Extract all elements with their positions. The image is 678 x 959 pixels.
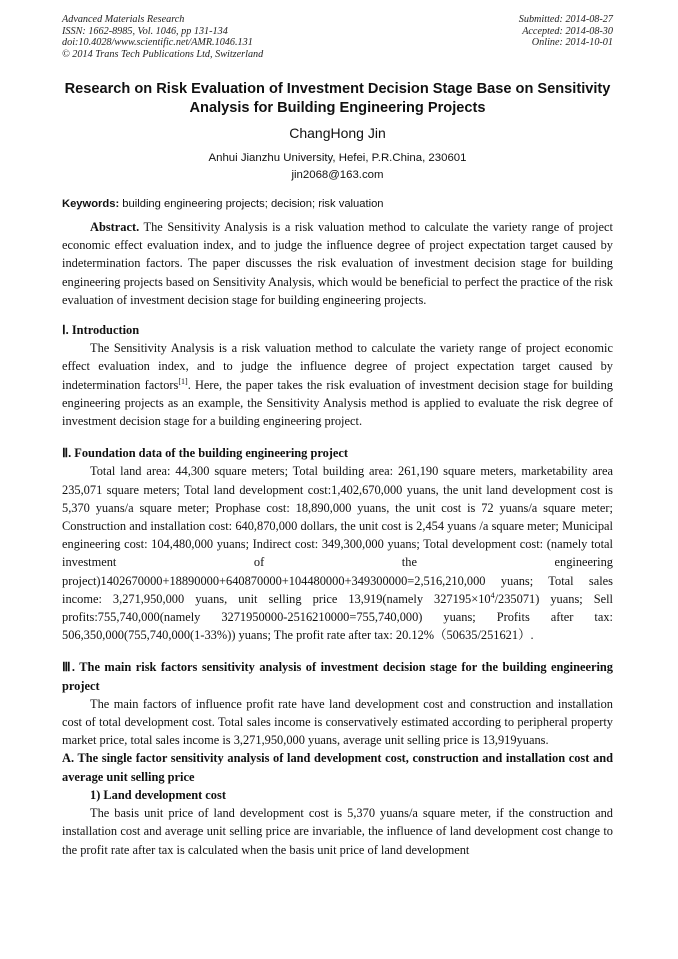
exponent: 4 [490, 590, 495, 600]
author-name: ChangHong Jin [289, 125, 386, 141]
accepted-date: Accepted: 2014-08-30 [522, 25, 613, 37]
main-risk-paragraph: The main factors of influence profit rate have land development cost and construction and installation cost of total development cost. Total sales income is conservatively estimated according to peripheral property market price, total sales income is 3,271,950,000 yuans, average unit selling price is 13,919yuans. [62, 696, 613, 748]
issn-line: ISSN: 1662-8985, Vol. 1046, pp 131-134 [62, 25, 228, 37]
foundation-text-part1: Total land area: 44,300 square meters; Total building area: 261,190 square meters, marketability area 235,071 square meters; Total land development cost:1,402,670,000 yuans, the unit land development cost is 5,370 yuans/a square meter; Prophase cost: 18,890,000 yuans, the unit cost is 72 yuans/a square meter; Construction and installation cost: 640,870,000 dollars, the unit cost is 2,454 yuans /a square meter; Municipal engineering cost: 104,480,000 yuans; Indirect cost: 349,300,000 yuans; Total development cost: (namely total investment of the engineering project)1402670000+18890000+640870000+104480000+349300000=2,516,210,000 yuans; Total sales income: 3,271,950,000 yuans, unit selling price 13,919(namely 327195×10 [62, 464, 613, 606]
land-cost-paragraph: The basis unit price of land development cost is 5,370 yuans/a square meter, if the construction and installation cost and average unit selling price are invariable, the influence of land development cost change to the profit rate after tax is calculated when the basis unit price of land development [62, 806, 613, 857]
copyright-line: © 2014 Trans Tech Publications Ltd, Switzerland [62, 48, 264, 60]
section-heading-foundation: Ⅱ. Foundation data of the building engineering project [62, 446, 349, 461]
keywords [62, 198, 613, 210]
paper-page [62, 14, 613, 859]
section-heading-main-risk: Ⅲ. The main risk factors sensitivity analysis of investment decision stage for the building engineering project [62, 660, 613, 693]
keywords-label: Keywords: [62, 198, 120, 210]
foundation-text-part2: /235071) yuans; Sell profits:755,740,000(namely 3271950000-2516210000=755,740,000) yuans; Profits after tax: 506,350,000(755,740,000(1-33%)) yuans; The profit rate after tax: 20.12%（50635/251621）. [62, 591, 613, 643]
abstract [62, 218, 613, 309]
submitted-date: Submitted: 2014-08-27 [518, 14, 613, 25]
abstract-text: The Sensitivity Analysis is a risk valuation method to calculate the variety range of project economic effect evaluation index, and to judge the influence degree of project expectation target caused by indetermination factors. The paper discusses the risk evaluation of investment decision stage for building engineering projects based on Sensitivity Analysis, which would be beneficial to perfect the practice of the risk evaluation of investment decision stage for building engineering projects. [62, 220, 613, 307]
abstract-label: Abstract. [90, 220, 140, 234]
intro-text-part2: . Here, the paper takes the risk evaluation of investment decision stage for building engineering projects as an example, the Sensitivity Analysis method is applied to evaluate the risk degree of investment decision stage for a building engineering project. [62, 377, 613, 429]
foundation-paragraph [62, 462, 613, 644]
doi-line: doi:10.4028/www.scientific.net/AMR.1046.131 [62, 37, 253, 49]
author-email: jin2068@163.com [291, 169, 384, 181]
citation-ref: [1] [178, 376, 188, 386]
subsubsection-heading-land-cost: 1) Land development cost [90, 787, 226, 802]
keywords-text: building engineering projects; decision; risk valuation [119, 198, 384, 210]
introduction-paragraph [62, 339, 613, 430]
journal-info [62, 14, 263, 60]
subsection-heading-single-factor: A. The single factor sensitivity analysis of land development cost, construction and installation cost and average unit selling price [62, 751, 613, 784]
journal-header [62, 14, 613, 62]
intro-text-part1: The Sensitivity Analysis is a risk valuation method to calculate the variety range of project economic effect evaluation index, and to judge the influence degree of project expectation target caused by indetermination factors [62, 341, 613, 392]
section-heading-introduction: Ⅰ. Introduction [62, 323, 140, 338]
online-date: Online: 2014-10-01 [531, 37, 613, 49]
journal-name: Advanced Materials Research [62, 14, 185, 25]
affiliation: Anhui Jianzhu University, Hefei, P.R.China, 230601 [208, 152, 467, 164]
affiliation-block [62, 150, 613, 184]
publication-dates [519, 14, 613, 49]
paper-title: Research on Risk Evaluation of Investment Decision Stage Base on Sensitivity Analysis for Building Engineering Projects [64, 81, 611, 116]
